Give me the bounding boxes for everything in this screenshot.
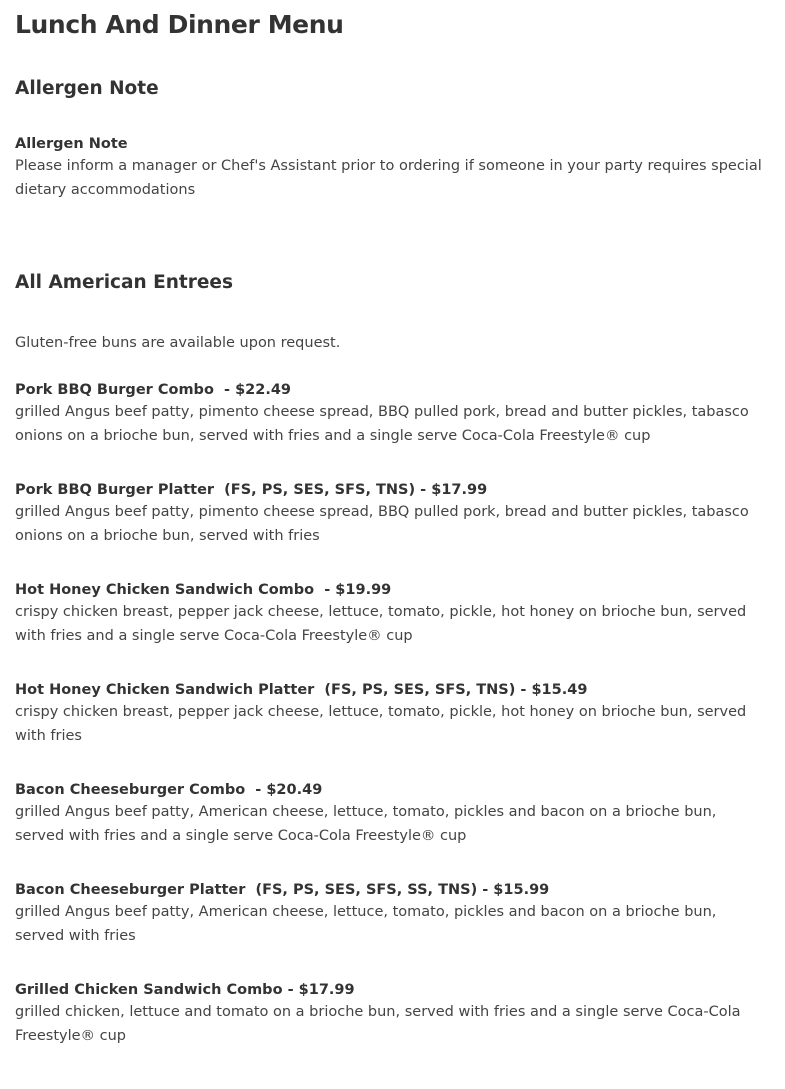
menu-item-description: grilled Angus beef patty, pimento cheese spread, BBQ pulled pork, bread and butter pickles, tabasco onions on a brioche bun, served with fries and a single serve Coca-Cola Freestyle® cup xyxy=(15,404,749,444)
menu-item xyxy=(15,581,770,648)
menu-item-description: grilled Angus beef patty, American cheese, lettuce, tomato, pickles and bacon on a brioche bun, served with fries and a single serve Coca-Cola Freestyle® cup xyxy=(15,804,717,844)
menu-item-name: Hot Honey Chicken Sandwich Combo - $19.99 xyxy=(15,582,392,598)
menu-item xyxy=(15,781,770,848)
menu-item xyxy=(15,681,770,748)
menu-item-description: Please inform a manager or Chef's Assistant prior to ordering if someone in your party requires special dietary accommodations xyxy=(15,158,762,198)
menu-item xyxy=(15,481,770,548)
menu-item xyxy=(15,981,770,1048)
menu-item-name: Pork BBQ Burger Combo - $22.49 xyxy=(15,382,292,398)
menu-item-description: grilled Angus beef patty, pimento cheese spread, BBQ pulled pork, bread and butter pickles, tabasco onions on a brioche bun, served with fries xyxy=(15,504,749,544)
menu-item xyxy=(15,881,770,948)
allergen-note-item xyxy=(15,135,770,202)
menu-item-description: crispy chicken breast, pepper jack cheese, lettuce, tomato, pickle, hot honey on brioche bun, served with fries and a single serve Coca-Cola Freestyle® cup xyxy=(15,604,747,644)
menu-item-name: Allergen Note xyxy=(15,136,128,152)
menu-item-description: grilled Angus beef patty, American cheese, lettuce, tomato, pickles and bacon on a brioche bun, served with fries xyxy=(15,904,717,944)
section-heading-entrees: All American Entrees xyxy=(15,272,233,293)
menu-item-name: Bacon Cheeseburger Platter (FS, PS, SES, SFS, SS, TNS) - $15.99 xyxy=(15,882,550,898)
page-title: Lunch And Dinner Menu xyxy=(15,10,344,39)
entree-list xyxy=(15,381,770,1048)
menu-item-description: grilled chicken, lettuce and tomato on a brioche bun, served with fries and a single serve Coca-Cola Freestyle® cup xyxy=(15,1004,741,1044)
section-heading-allergen: Allergen Note xyxy=(15,78,159,99)
menu-item-name: Grilled Chicken Sandwich Combo - $17.99 xyxy=(15,982,355,998)
menu-item-name: Pork BBQ Burger Platter (FS, PS, SES, SFS, TNS) - $17.99 xyxy=(15,482,488,498)
menu-item-name: Bacon Cheeseburger Combo - $20.49 xyxy=(15,782,323,798)
gluten-free-note: Gluten-free buns are available upon request. xyxy=(15,335,341,351)
menu-item-description: crispy chicken breast, pepper jack cheese, lettuce, tomato, pickle, hot honey on brioche bun, served with fries xyxy=(15,704,747,744)
menu-item-name: Hot Honey Chicken Sandwich Platter (FS, PS, SES, SFS, TNS) - $15.49 xyxy=(15,682,588,698)
menu-item xyxy=(15,381,770,448)
